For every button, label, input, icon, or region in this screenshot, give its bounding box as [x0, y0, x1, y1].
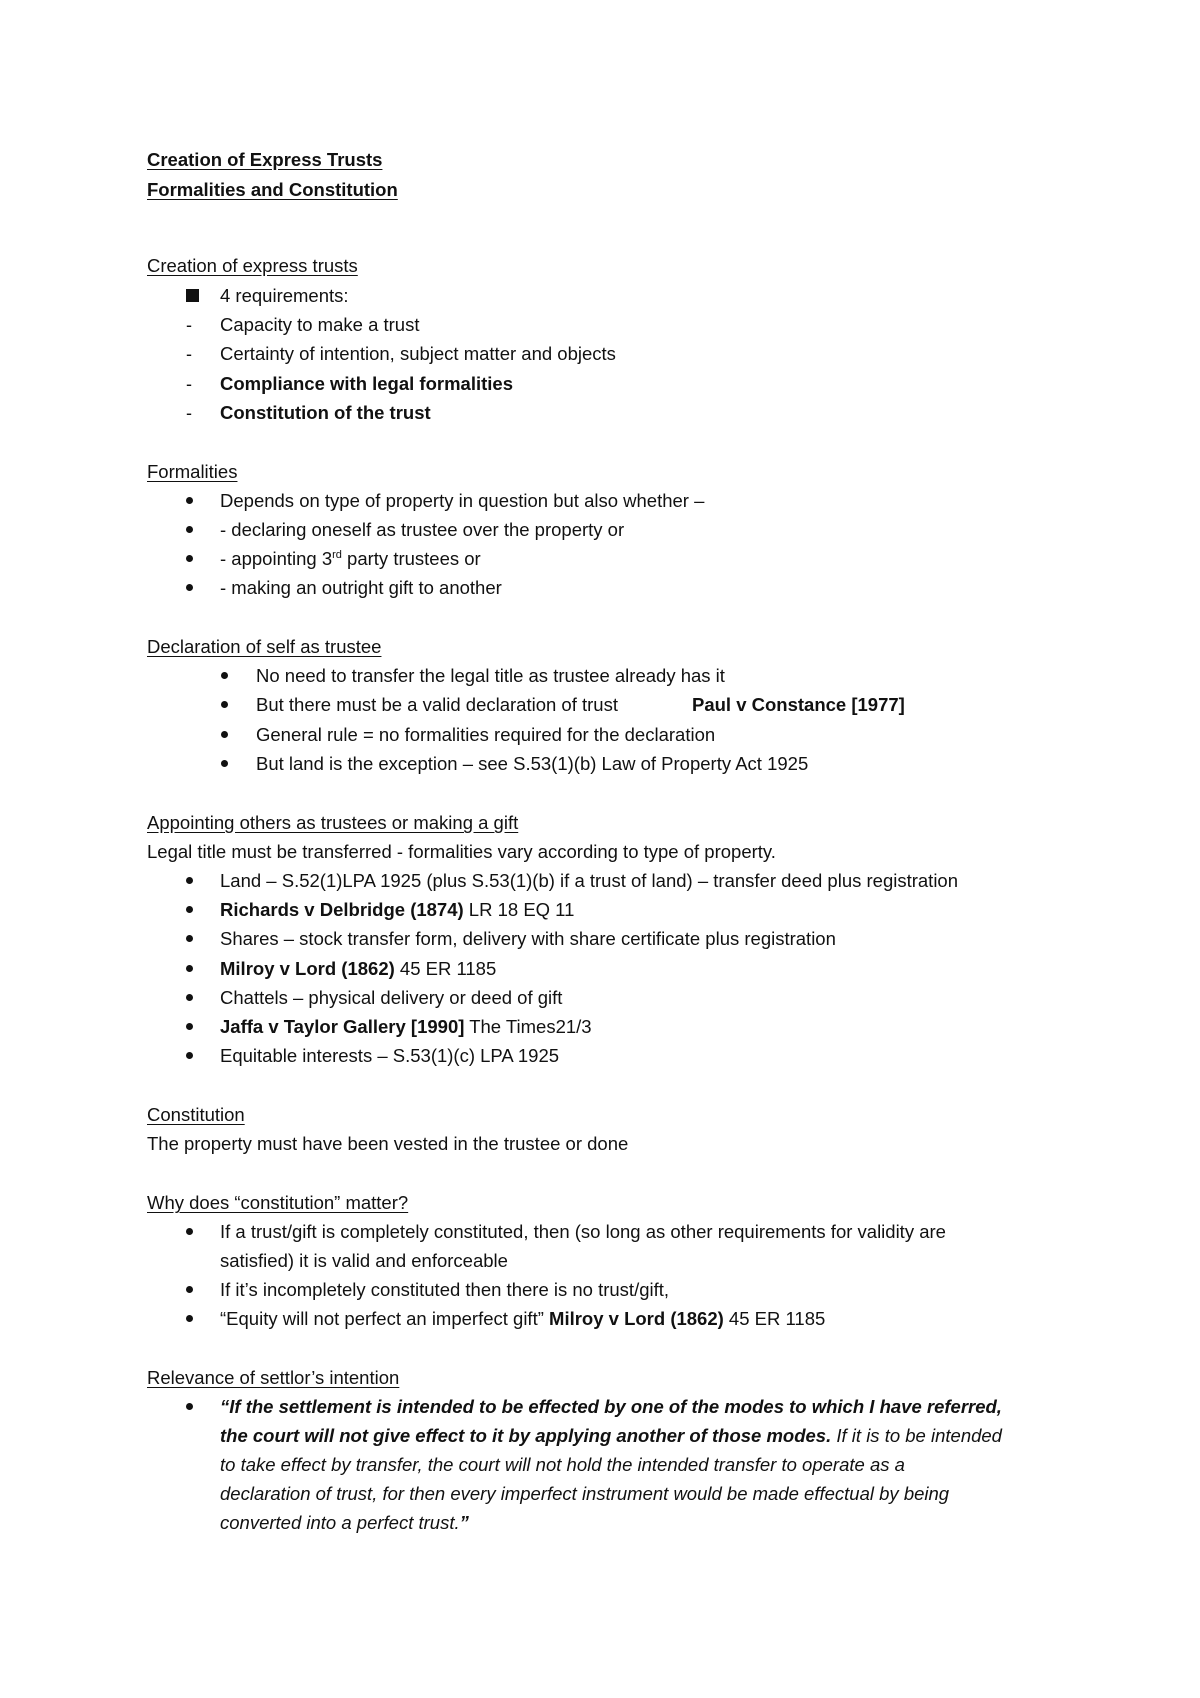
list-item: [256, 752, 808, 776]
list-item-text: - appointing 3: [220, 548, 333, 569]
case-reference: 45 ER 1185: [394, 958, 497, 979]
section-heading-settlor-intention: Relevance of settlor’s intention: [147, 1367, 400, 1388]
quote-line: [220, 1424, 1002, 1448]
list-item: [220, 1015, 592, 1039]
bullet-icon: [186, 1403, 193, 1410]
quote-text: “If the settlement is intended to be effected by one of the modes to which I have referred,: [220, 1396, 1002, 1417]
list-item: [220, 1220, 946, 1244]
list-item: [256, 723, 715, 747]
bullet-icon: [186, 526, 193, 533]
bullet-icon: [186, 906, 193, 913]
list-item-text: Compliance with legal formalities: [220, 373, 513, 394]
list-item: [220, 1044, 559, 1068]
list-item-text: - making an outright gift to another: [220, 577, 502, 598]
paragraph: Legal title must be transferred - formalities vary according to type of property.: [147, 841, 776, 862]
list-item: [220, 1278, 669, 1302]
dash-bullet-icon: -: [186, 403, 192, 423]
bullet-icon: [186, 877, 193, 884]
bullet-icon: [186, 584, 193, 591]
list-item-text: But there must be a valid declaration of trust: [256, 694, 618, 715]
list-item: [256, 664, 725, 688]
list-item-text: No need to transfer the legal title as trustee already has it: [256, 665, 725, 686]
list-item: [220, 489, 704, 513]
section-heading-formalities: Formalities: [147, 461, 238, 482]
list-item: [220, 927, 836, 951]
list-item-text: But land is the exception – see S.53(1)(b) Law of Property Act 1925: [256, 753, 809, 774]
bullet-icon: [186, 555, 193, 562]
list-item-text: Capacity to make a trust: [220, 314, 420, 335]
list-item-text: If a trust/gift is completely constituted, then (so long as other requirements for validity are: [220, 1221, 946, 1242]
list-item: [220, 986, 562, 1010]
list-item: [220, 547, 481, 571]
list-item: [186, 342, 616, 366]
list-item: [256, 693, 618, 717]
case-name: Milroy v Lord (1862): [220, 958, 395, 979]
square-bullet-icon: [186, 289, 199, 302]
list-item-continuation: satisfied) it is valid and enforceable: [220, 1250, 508, 1271]
list-item-text: If it’s incompletely constituted then there is no trust/gift,: [220, 1279, 670, 1300]
section-heading-declaration: Declaration of self as trustee: [147, 636, 382, 657]
case-reference: 45 ER 1185: [723, 1308, 826, 1329]
section-heading-creation: Creation of express trusts: [147, 255, 358, 276]
case-name: Richards v Delbridge (1874): [220, 899, 464, 920]
quote-text: converted into a perfect trust.: [220, 1512, 460, 1533]
section-heading-why-constitution: Why does “constitution” matter?: [147, 1192, 409, 1213]
quote-line: to take effect by transfer, the court will not hold the intended transfer to operate as a: [220, 1454, 905, 1475]
quote-line: [220, 1395, 1002, 1419]
list-item-text: - declaring oneself as trustee over the property or: [220, 519, 625, 540]
list-item-text: General rule = no formalities required for the declaration: [256, 724, 716, 745]
bullet-icon: [186, 1286, 193, 1293]
case-name: Jaffa v Taylor Gallery [1990]: [220, 1016, 465, 1037]
bullet-icon: [186, 1023, 193, 1030]
dash-bullet-icon: -: [186, 344, 192, 364]
section-heading-constitution: Constitution: [147, 1104, 245, 1125]
list-item: [186, 313, 420, 337]
ordinal-superscript: rd: [332, 549, 342, 561]
bullet-icon: [186, 1052, 193, 1059]
quote-mark: ”: [459, 1512, 469, 1533]
list-item: [220, 957, 496, 981]
case-reference: LR 18 EQ 11: [463, 899, 575, 920]
list-item: [220, 869, 958, 893]
case-reference: The Times21/3: [464, 1016, 592, 1037]
dash-bullet-icon: -: [186, 315, 192, 335]
list-item-text: Chattels – physical delivery or deed of gift: [220, 987, 563, 1008]
bullet-icon: [186, 965, 193, 972]
quote-text: If it is to be intended: [831, 1425, 1002, 1446]
list-item: [186, 401, 431, 425]
list-item-text: Equitable interests – S.53(1)(c) LPA 1925: [220, 1045, 560, 1066]
list-item: [220, 284, 349, 308]
bullet-icon: [221, 760, 228, 767]
paragraph: The property must have been vested in the trustee or done: [147, 1133, 629, 1154]
list-item: [220, 518, 624, 542]
list-item: [220, 1307, 825, 1331]
list-item-text: Certainty of intention, subject matter and objects: [220, 343, 616, 364]
dash-bullet-icon: -: [186, 374, 192, 394]
quote-line: [220, 1511, 469, 1535]
list-item: [186, 372, 513, 396]
list-item-text: “Equity will not perfect an imperfect gift”: [220, 1308, 544, 1329]
section-heading-appointing: Appointing others as trustees or making a gift: [147, 812, 519, 833]
list-item-text: party trustees or: [347, 548, 481, 569]
bullet-icon: [221, 672, 228, 679]
list-item-text: 4 requirements:: [220, 285, 349, 306]
list-item: [220, 898, 574, 922]
bullet-icon: [186, 497, 193, 504]
list-item-text: Land – S.52(1)LPA 1925 (plus S.53(1)(b) if a trust of land) – transfer deed plus registration: [220, 870, 959, 891]
bullet-icon: [186, 935, 193, 942]
quote-text: the court will not give effect to it by applying another of those modes.: [220, 1425, 832, 1446]
document-subtitle: Formalities and Constitution: [147, 179, 398, 200]
quote-line: declaration of trust, for then every imperfect instrument would be made effectual by being: [220, 1483, 950, 1504]
bullet-icon: [221, 731, 228, 738]
case-name: Milroy v Lord (1862): [543, 1308, 724, 1329]
case-citation: Paul v Constance [1977]: [692, 694, 905, 715]
document-title: Creation of Express Trusts: [147, 149, 383, 170]
bullet-icon: [186, 1315, 193, 1322]
list-item-text: Constitution of the trust: [220, 402, 431, 423]
bullet-icon: [221, 701, 228, 708]
list-item-text: Depends on type of property in question but also whether –: [220, 490, 705, 511]
bullet-icon: [186, 1228, 193, 1235]
list-item-text: Shares – stock transfer form, delivery with share certificate plus registration: [220, 928, 836, 949]
list-item: [220, 576, 502, 600]
bullet-icon: [186, 994, 193, 1001]
